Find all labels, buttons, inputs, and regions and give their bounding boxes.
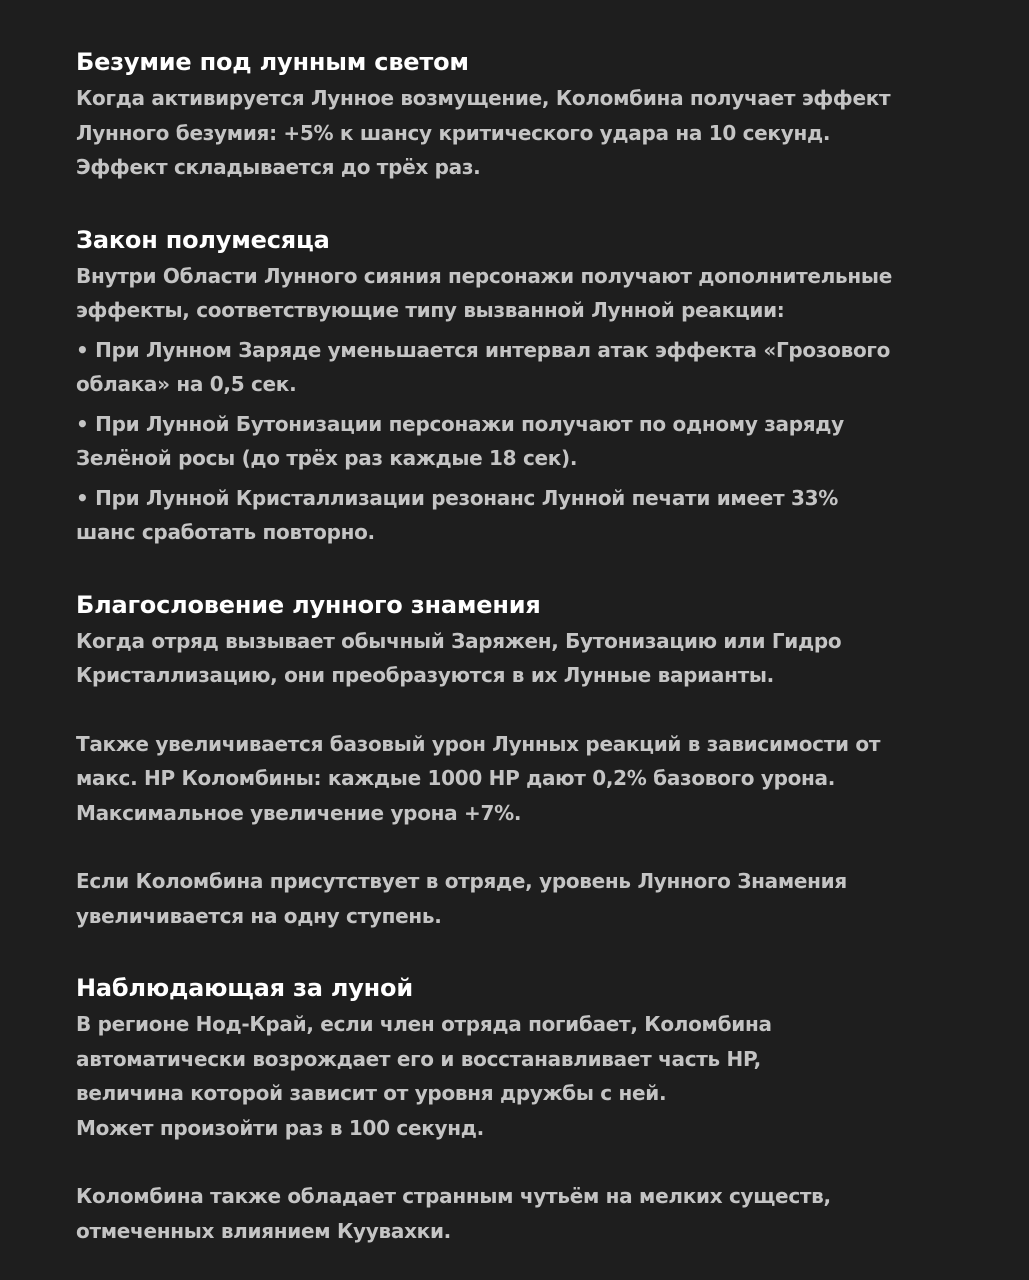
text-line: Внутри Области Лунного сияния персонажи получают дополнительные [76,263,892,288]
talent-section-moon-watcher [76,969,976,1248]
text-line: Кристаллизацию, они преобразуются в их Лунные варианты. [76,663,774,687]
text-line: шанс сработать повторно. [76,520,375,544]
text-line: облака» на 0,5 сек. [76,372,297,396]
passive-talents-document [76,40,976,1248]
text-line: Также увеличивается базовый урон Лунных реакций в зависимости от [76,731,881,756]
text-line: Лунного безумия: +5% к шансу критического удара на 10 секунд. [76,120,831,145]
text-line: • При Лунной Кристаллизации резонанс Лунной печати имеет 33% [76,485,838,510]
talent-section-moonlight-madness [76,43,976,185]
talent-title: Безумие под лунным светом [76,48,469,76]
talent-title: Наблюдающая за луной [76,974,413,1002]
text-line: В регионе Нод-Край, если член отряда погибает, Коломбина [76,1012,772,1036]
talent-description [76,624,976,693]
bullet-item [76,407,976,476]
text-line: автоматически возрождает его и восстанавливает часть HP, [76,1046,761,1071]
bullet-item [76,481,976,550]
text-line: • При Лунной Бутонизации персонажи получают по одному заряду [76,411,844,436]
talent-description [76,727,976,831]
bullet-item [76,333,976,402]
talent-description [76,259,976,328]
text-line: Когда активируется Лунное возмущение, Коломбина получает эффект [76,86,891,110]
talent-description [76,1007,976,1145]
text-line: Зелёной росы (до трёх раз каждые 18 сек). [76,446,578,470]
text-line: отмеченных влиянием Куувахки. [76,1218,451,1243]
text-line: увеличивается на одну ступень. [76,903,442,928]
text-line: Коломбина также обладает странным чутьём на мелких существ, [76,1184,831,1208]
text-line: • При Лунном Заряде уменьшается интервал атак эффекта «Грозового [76,337,891,362]
talent-title: Закон полумесяца [76,225,330,254]
text-line: величина которой зависит от уровня дружбы с ней. [76,1081,667,1105]
text-line: Когда отряд вызывает обычный Заряжен, Бутонизацию или Гидро [76,628,842,653]
talent-description [76,81,976,185]
text-line: Если Коломбина присутствует в отряде, уровень Лунного Знамения [76,869,847,893]
text-line: Максимальное увеличение урона +7%. [76,800,522,825]
talent-section-lunar-omen-blessing [76,586,976,934]
text-line: Может произойти раз в 100 секунд. [76,1115,484,1140]
talent-section-crescent-law [76,221,976,550]
talent-title: Благословение лунного знамения [76,590,541,619]
text-line: эффекты, соответствующие типу вызванной Лунной реакции: [76,298,785,322]
talent-description [76,1179,976,1248]
text-line: Эффект складывается до трёх раз. [76,155,481,179]
talent-description [76,864,976,933]
text-line: макс. HP Коломбины: каждые 1000 HP дают 0,2% базового урона. [76,766,836,790]
